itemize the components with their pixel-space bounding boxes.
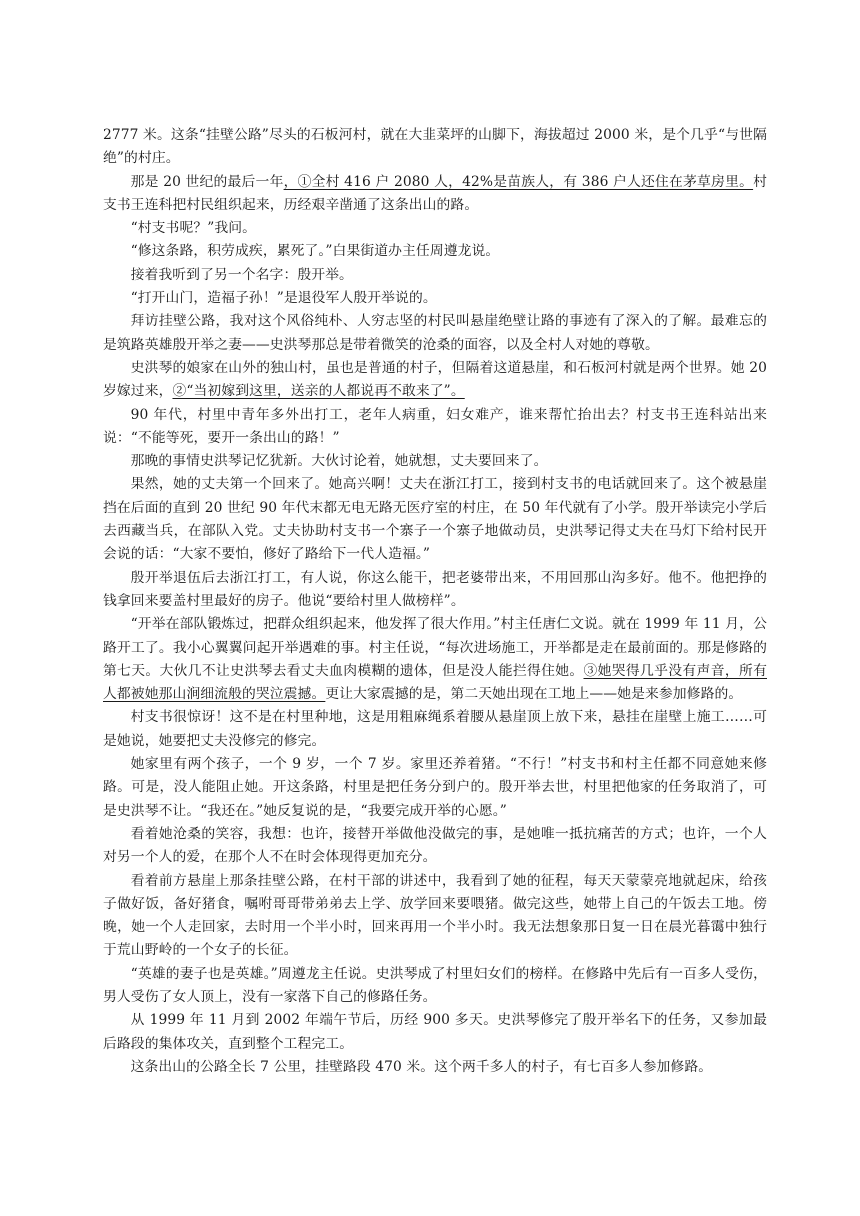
text-run: 拜访挂壁公路，我对这个风俗纯朴、人穷志坚的村民叫悬崖绝壁让路的事迹有了深入的了解。最难忘的是筑路英雄殷开举之妻——史洪琴那总是带着微笑的沧桑的面容，以及全村人对她的尊敬。 <box>103 313 767 353</box>
paragraph <box>103 264 767 287</box>
text-run: 2777 米。这条“挂壁公路”尽头的石板河村，就在大韭菜坪的山脚下，海拔超过 2000 米，是个几乎“与世隔绝”的村庄。 <box>103 127 767 167</box>
paragraph <box>103 450 767 473</box>
text-run: 村支书王连科把村民组织起来，历经艰辛凿通了这条出山的路。 <box>103 173 767 213</box>
paragraph <box>103 310 767 357</box>
paragraph <box>103 1009 767 1056</box>
underlined-sentence: ，①全村 416 户 2080 人，42%是苗族人，有 386 户人还住在茅草房里。 <box>283 173 754 190</box>
text-run: 这条出山的公路全长 7 公里，挂壁路段 470 米。这个两千多人的村子，有七百多人参加修路。 <box>130 1058 713 1075</box>
text-run: 那晚的事情史洪琴记忆犹新。大伙讨论着，她就想，丈夫要回来了。 <box>130 453 548 470</box>
underlined-sentence: ③她哭得几乎没有声音，所有人都被她那山涧细流般的哭泣震撼。 <box>103 662 767 703</box>
text-run: 果然，她的丈夫第一个回来了。她高兴啊！丈夫在浙江打工，接到村支书的电话就回来了。这个被悬崖挡在后面的直到 20 世纪 90 年代末都无电无路无医疗室的村庄，在 50 年代就有了小学。殷开举读完小学后去西藏当兵，在部队入党。丈夫协助村支书一个寨子一个寨子地做动员，史洪琴记得丈夫在马灯下给村民开会说的话：“大家不要怕，修好了路给下一代人造福。” <box>103 476 767 563</box>
paragraph <box>103 171 767 218</box>
text-run: 殷开举退伍后去浙江打工，有人说，你这么能干，把老婆带出来，不用回那山沟多好。他不。他把挣的钱拿回来要盖村里最好的房子。他说“要给村里人做榜样”。 <box>103 569 767 609</box>
text-run: 那是 20 世纪的最后一年 <box>130 173 284 190</box>
paragraph <box>103 240 767 263</box>
paragraph <box>103 217 767 240</box>
paragraph <box>103 870 767 963</box>
paragraph <box>103 124 767 171</box>
underlined-sentence: ②“当初嫁到这里，送亲的人都说再不敢来了”。 <box>172 383 465 400</box>
paragraph <box>103 567 767 614</box>
article-body <box>103 124 767 1079</box>
paragraph <box>103 613 767 706</box>
paragraph <box>103 753 767 823</box>
text-run: 村支书很惊讶！这不是在村里种地，这是用粗麻绳系着腰从悬崖顶上放下来，悬挂在崖壁上施工……可是她说，她要把丈夫没修完的修完。 <box>103 709 767 749</box>
text-run: “村支书呢？”我问。 <box>130 220 257 237</box>
text-run: 接着我听到了另一个名字：殷开举。 <box>130 266 353 283</box>
text-run: 更让大家震撼的是，第二天她出现在工地上——她是来参加修路的。 <box>325 686 743 703</box>
text-run: 90 年代，村里中青年多外出打工，老年人病重，妇女难产，谁来帮忙抬出去？村支书王连科站出来说：“不能等死，要开一条出山的路！” <box>103 406 767 446</box>
paragraph <box>103 823 767 870</box>
text-run: “修这条路，积劳成疾，累死了。”白果街道办主任周遵龙说。 <box>130 243 500 260</box>
paragraph <box>103 1056 767 1079</box>
text-run: 看着她沧桑的笑容，我想：也许，接替开举做他没做完的事，是她唯一抵抗痛苦的方式；也许，一个人对另一个人的爱，在那个人不在时会体现得更加充分。 <box>103 825 767 866</box>
paragraph <box>103 357 767 404</box>
text-run: 从 1999 年 11 月到 2002 年端午节后，历经 900 多天。史洪琴修完了殷开举名下的任务，又参加最后路段的集体攻关，直到整个工程完工。 <box>103 1012 767 1052</box>
text-run: 史洪琴的娘家在山外的独山村，虽也是普通的村子，但隔着这道悬崖，和石板河村就是两个世界。她 20 岁嫁过来， <box>103 359 767 400</box>
paragraph <box>103 473 767 566</box>
text-run: “英雄的妻子也是英雄。”周遵龙主任说。史洪琴成了村里妇女们的榜样。在修路中先后有一百多人受伤，男人受伤了女人顶上，没有一家落下自己的修路任务。 <box>103 965 767 1005</box>
paragraph <box>103 404 767 451</box>
text-run: 她家里有两个孩子，一个 9 岁，一个 7 岁。家里还养着猪。“不行！”村支书和村主任都不同意她来修路。可是，没人能阻止她。开这条路，村里是把任务分到户的。殷开举去世，村里把他家的任务取消了，可是史洪琴不让。“我还在。”她反复说的是，“我要完成开举的心愿。” <box>103 756 767 819</box>
text-run: “打开山门，造福子孙！”是退役军人殷开举说的。 <box>130 290 437 307</box>
text-run: “开举在部队锻炼过，把群众组织起来，他发挥了很大作用。”村主任唐仁文说。就在 1999 年 11 月，公路开工了。我小心翼翼问起开举遇难的事。村主任说，“每次进场施工，开举都是走在最前面的。那是修路的第七天。大伙几不让史洪琴去看丈夫血肉模糊的遗体，但是没人能拦得住她。 <box>103 616 767 679</box>
text-run: 看着前方悬崖上那条挂壁公路，在村干部的讲述中，我看到了她的征程，每天天蒙蒙亮地就起床，给孩子做好饭，备好猪食，嘱咐哥哥带弟弟去上学、放学回来要喂猪。做完这些，她带上自己的午饭去工地。傍晚，她一个人走回家，去时用一个半小时，回来再用一个半小时。我无法想象那日复一日在晨光暮霭中独行于荒山野岭的一个女子的长征。 <box>103 872 767 959</box>
paragraph <box>103 706 767 753</box>
paragraph <box>103 963 767 1010</box>
paragraph <box>103 287 767 310</box>
